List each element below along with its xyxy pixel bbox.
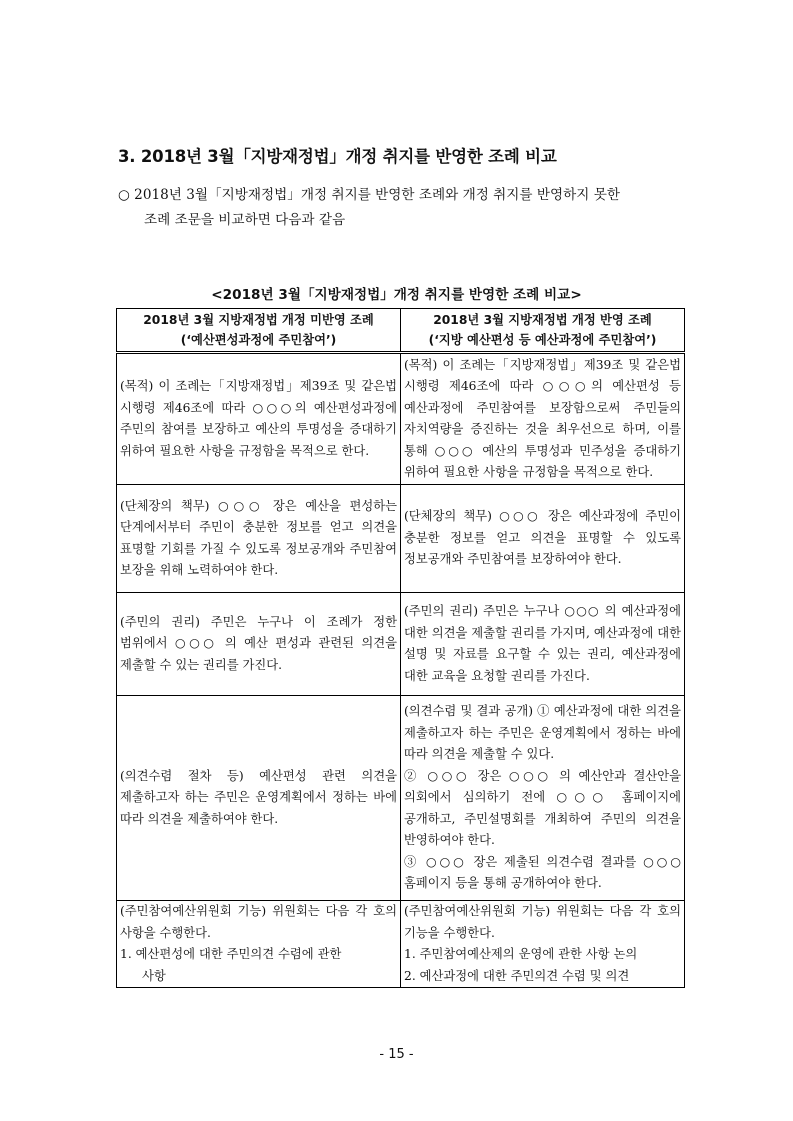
- bullet-paragraph: [118, 183, 688, 233]
- committee-item-1-left-cont: 사항: [142, 968, 166, 983]
- opinion-clause-2: ② ○○○ 장은 ○○○ 의 예산안과 결산안을 의회에서 심의하기 전에 ○○○ 홈페이지에 공개하고, 주민설명회를 개최하여 주민의 의견을 반영하여야 한다.: [404, 768, 681, 848]
- page-number: - 15 -: [379, 1047, 414, 1062]
- bullet-line-2: 조례 조문을 비교하면 다음과 같음: [144, 212, 346, 228]
- comparison-table: [116, 308, 685, 988]
- table-row: [117, 696, 685, 901]
- opinion-clause-1: (의견수렴 및 결과 공개) ① 예산과정에 대한 의견을 제출하고자 하는 주민은 운영계획에서 정하는 바에 따라 의견을 제출할 수 있다.: [404, 704, 681, 762]
- header-reflected-line1: 2018년 3월 지방재정법 개정 반영 조례: [433, 313, 652, 327]
- header-reflected: [401, 309, 685, 353]
- committee-item-1-left: 1. 예산편성에 대한 주민의견 수렴에 관한: [120, 947, 342, 961]
- cell-duty-unreflected: (단체장의 책무) ○○○ 장은 예산을 편성하는 단계에서부터 주민이 충분한 정보를 얻고 의견을 표명할 기회를 가질 수 있도록 정보공개와 주민참여 보장을 위해 노력하여야 한다.: [117, 485, 401, 593]
- committee-intro-right: (주민참여예산위원회 기능) 위원회는 다음 각 호의 기능을 수행한다.: [404, 904, 681, 940]
- cell-duty-reflected: (단체장의 책무) ○○○ 장은 예산과정에 주민이 충분한 정보를 얻고 의견을 표명할 수 있도록 정보공개와 주민참여를 보장하여야 한다.: [401, 485, 685, 593]
- table-header-row: [117, 309, 685, 353]
- header-unreflected-line1: 2018년 3월 지방재정법 개정 미반영 조례: [143, 313, 374, 327]
- cell-rights-reflected: (주민의 권리) 주민은 누구나 ○○○ 의 예산과정에 대한 의견을 제출할 권리를 가지며, 예산과정에 대한 설명 및 자료를 요구할 수 있는 권리, 예산과정에 대한 교육을 요청할 권리를 가진다.: [401, 593, 685, 696]
- header-reflected-line2: (‘지방 예산편성 등 예산과정에 주민참여’): [428, 333, 657, 347]
- cell-committee-reflected: [401, 901, 685, 988]
- opinion-clause-3: ③ ○○○ 장은 제출된 의견수렴 결과를 ○○○ 홈페이지 등을 통해 공개하여야 한다.: [404, 854, 681, 891]
- table-row: [117, 593, 685, 696]
- cell-purpose-reflected: (목적) 이 조례는「지방재정법」제39조 및 같은법 시행령 제46조에 따라 ○○○의 예산편성 등 예산과정에 주민참여를 보장함으로써 주민들의 자치역량을 증진하는 것을 최우선으로 하며, 이를 통해 ○○○ 예산의 투명성과 민주성을 증대하기 위하여 필요한 사항을 규정함을 목적으로 한다.: [401, 353, 685, 485]
- table-row: [117, 901, 685, 988]
- cell-opinion-unreflected: (의견수렴 절차 등) 예산편성 관련 의견을 제출하고자 하는 주민은 운영계획에서 정하는 바에 따라 의견을 제출하여야 한다.: [117, 696, 401, 901]
- committee-item-1-right: 1. 주민참여예산제의 운영에 관한 사항 논의: [404, 947, 638, 961]
- committee-intro-left: (주민참여예산위원회 기능) 위원회는 다음 각 호의 사항을 수행한다.: [120, 904, 397, 940]
- bullet-line-1: ○ 2018년 3월「지방재정법」개정 취지를 반영한 조례와 개정 취지를 반영하지 못한: [118, 187, 620, 203]
- committee-item-2-right: 2. 예산과정에 대한 주민의견 수렴 및 의견: [404, 968, 630, 983]
- header-unreflected: [117, 309, 401, 353]
- cell-rights-unreflected: (주민의 권리) 주민은 누구나 이 조례가 정한 범위에서 ○○○ 의 예산 편성과 관련된 의견을 제출할 수 있는 권리를 가진다.: [117, 593, 401, 696]
- section-heading: 3. 2018년 3월「지방재정법」개정 취지를 반영한 조례 비교: [118, 147, 557, 166]
- table-row: [117, 485, 685, 593]
- header-unreflected-line2: (‘예산편성과정에 주민참여’): [180, 333, 337, 347]
- cell-opinion-reflected: [401, 696, 685, 901]
- table-title: <2018년 3월「지방재정법」개정 취지를 반영한 조례 비교>: [211, 287, 582, 303]
- table-row: [117, 353, 685, 485]
- cell-committee-unreflected: [117, 901, 401, 988]
- cell-purpose-unreflected: (목적) 이 조례는「지방재정법」제39조 및 같은법 시행령 제46조에 따라 ○○○의 예산편성과정에 주민의 참여를 보장하고 예산의 투명성을 증대하기 위하여 필요한 사항을 규정함을 목적으로 한다.: [117, 353, 401, 485]
